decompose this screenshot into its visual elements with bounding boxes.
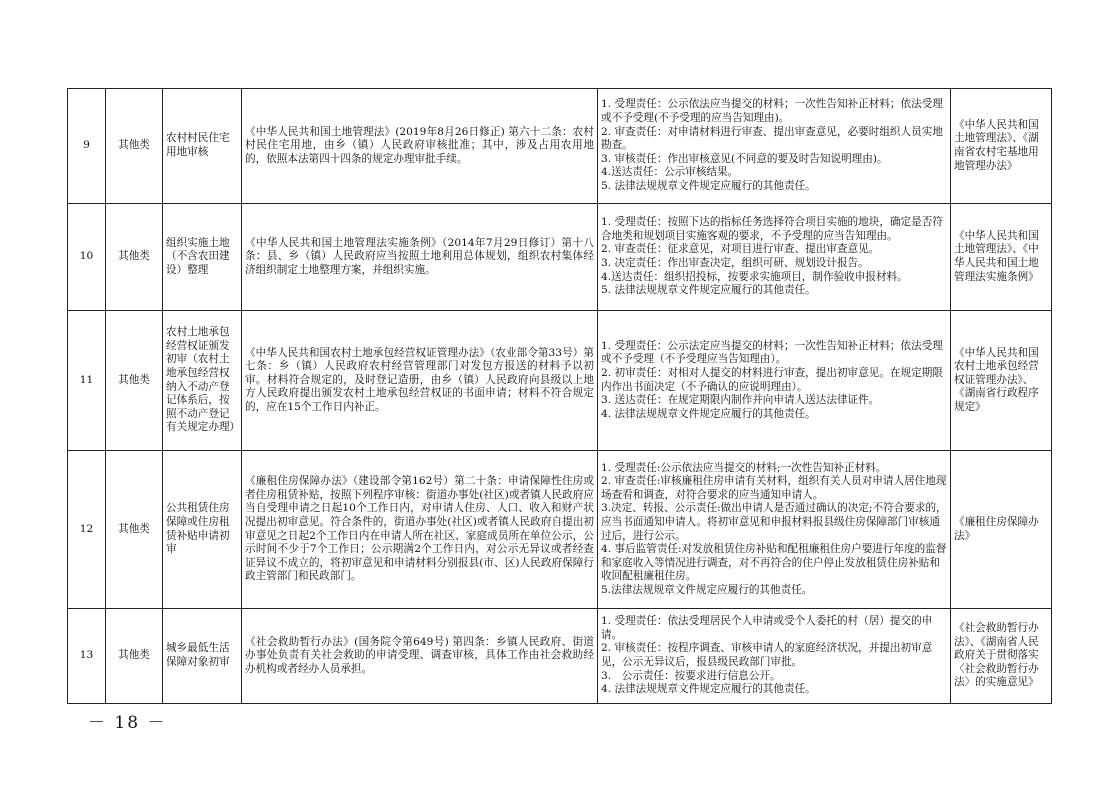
category-cell: 其他类 (106, 204, 163, 311)
duty-line: 5. 法律法规规章文件规定应履行的其他责任。 (601, 284, 816, 297)
legal-basis-cell: 《廉租住房保障办法》（建设部令第162号）第二十条：申请保障性住房或者住房租赁补贴，按照下列程序审核：街道办事处(社区)或者镇人民政府应当自受理申请之日起10个工作日内，对申请人住房、人口、收入和财产状况提出初审意见。符合条件的，街道办事处(社区)或者镇人民政府自提出初审意见之日起2个工作日内在申请人所在社区、家庭成员所在单位公示，公示时间不少于7个工作日；公示期满2个工作日内，对公示无异议或者经查证异议不成立的，将初审意见和申请材料分别报县(市、区)人民政府保障行政主管部门和民政部门。 (242, 451, 598, 609)
table-body (68, 89, 1052, 704)
duty-line: 4.送达责任：公示审核结果。 (601, 166, 739, 179)
duties-cell (598, 609, 951, 704)
category-cell: 其他类 (106, 311, 163, 451)
item-name-cell: 农村村民住宅用地审核 (163, 89, 242, 204)
duty-line: 4.送达责任：组织招投标，按要求实施项目，制作验收申报材料。 (601, 270, 908, 283)
duty-line: 3.决定、转报、公示责任:做出申请人是否通过确认的决定;不符合要求的，应当书面通知申请人。将初审意见和申报材料报县级住房保障部门审核通过后，进行公示。 (601, 502, 947, 542)
table-row (68, 609, 1052, 704)
references-cell: 《廉租住房保障办法》 (951, 451, 1052, 609)
legal-basis-cell: 《社会救助暂行办法》(国务院令第649号) 第四条：乡镇人民政府、街道办事处负责有关社会救助的申请受理、调查审核，具体工作由社会救助经办机构或者经办人员承担。 (242, 609, 598, 704)
legal-basis-cell: 《中华人民共和国土地管理法实施条例》（2014年7月29日修订）第十八条：县、乡（镇）人民政府应当按照土地利用总体规划，组织农村集体经济组织制定土地整理方案，并组织实施。 (242, 204, 598, 311)
duty-line: 3. 审核责任：作出审核意见(不同意的要及时告知说明理由)。 (601, 152, 888, 165)
table-row (68, 89, 1052, 204)
duty-line: 2. 初审责任：对相对人提交的材料进行审查，提出初审意见。在规定期限内作出书面决定（不予确认的应说明理由）。 (601, 366, 943, 393)
row-number-cell: 11 (68, 311, 106, 451)
item-name-cell: 组织实施土地（不含农田建设）整理 (163, 204, 242, 311)
references-cell: 《社会救助暂行办法》、《湖南省人民政府关于贯彻落实〈社会救助暂行办法〉的实施意见》 (951, 609, 1052, 704)
duty-line: 2. 审查责任:审核廉租住房申请有关材料，组织有关人员对申请人居住地现场查看和调查，对符合要求的应当通知申请人。 (601, 475, 947, 501)
duty-line: 3. 公示责任：按要求进行信息公开。 (601, 669, 781, 682)
category-cell: 其他类 (106, 451, 163, 609)
duty-line: 2. 审查责任：征求意见，对项目进行审查、提出审查意见。 (601, 243, 880, 256)
duty-line: 5. 法律法规规章文件规定应履行的其他责任。 (601, 179, 816, 192)
duty-line: 1. 受理责任：公示法定应当提交的材料；一次性告知补正材料；依法受理或不予受理（不予受理应当告知理由）。 (601, 339, 943, 366)
item-name-cell: 农村土地承包经营权证颁发初审（农村土地承包经营权纳入不动产登记体系后，按照不动产登记有关规定办理） (163, 311, 242, 451)
duty-line: 2. 审核责任：按程序调查、审核申请人的家庭经济状况，并提出初审意见，公示无异议后，报县级民政部门审批。 (601, 642, 933, 668)
duty-line: 1. 受理责任：依法受理居民个人申请或受个人委托的村（居）提交的申请。 (601, 615, 933, 641)
responsibility-table (67, 88, 1052, 704)
duty-line: 3. 决定责任：作出审查决定，组织可研、规划设计报告。 (601, 257, 869, 269)
duty-line: 1. 受理责任:公示依法应当提交的材料;一次性告知补正材料。 (601, 461, 887, 474)
duty-line: 1. 受理责任：公示依法应当提交的材料；一次性告知补正材料；依法受理或不予受理(不予受理的应当告知理由)。 (601, 98, 943, 125)
references-cell: 《中华人民共和国土地管理法》、《湖南省农村宅基地用地管理办法》 (951, 89, 1052, 204)
duties-cell (598, 204, 951, 311)
duty-line: 4. 事后监管责任:对发放租赁住房补贴和配租廉租住房户要进行年度的监督和家庭收入等情况进行调查，对不再符合的住户停止发放租赁住房补贴和收回配租廉租住房。 (601, 543, 947, 583)
table-row (68, 451, 1052, 609)
duty-line: 5.法律法规规章文件规定应履行的其他责任。 (601, 583, 813, 596)
table-row (68, 204, 1052, 311)
row-number-cell: 9 (68, 89, 106, 204)
duty-line: 4. 法律法规规章文件规定应履行的其他责任。 (601, 683, 816, 696)
item-name-cell: 公共租赁住房保障或住房租赁补贴申请初审 (163, 451, 242, 609)
row-number-cell: 10 (68, 204, 106, 311)
legal-basis-cell: 《中华人民共和国土地管理法》(2019年8月26日修正) 第六十二条：农村村民住宅用地，由乡（镇）人民政府审核批准；其中，涉及占用农用地的，依照本法第四十四条的规定办理审批手续。 (242, 89, 598, 204)
page-number: － 18 － (88, 713, 167, 733)
category-cell: 其他类 (106, 609, 163, 704)
duty-line: 4. 法律法规规章文件规定应履行的其他责任。 (601, 407, 816, 420)
legal-basis-cell: 《中华人民共和国农村土地承包经营权证管理办法》（农业部令第33号）第七条：乡（镇）人民政府农村经营管理部门对发包方报送的材料予以初审。材料符合规定的，及时登记造册，由乡（镇）人民政府向县级以上地方人民政府提出颁发农村土地承包经营权证的书面申请；材料不符合规定的，应在15个工作日内补正。 (242, 311, 598, 451)
duty-line: 1. 受理责任：按照下达的指标任务选择符合项目实施的地块，确定是否符合地类和规划项目实施客观的要求，不予受理的应当告知理由。 (601, 216, 943, 242)
duties-cell (598, 451, 951, 609)
item-name-cell: 城乡最低生活保障对象初审 (163, 609, 242, 704)
references-cell: 《中华人民共和国土地管理法》、《中华人民共和国土地管理法实施条例》 (951, 204, 1052, 311)
category-cell: 其他类 (106, 89, 163, 204)
duties-cell (598, 311, 951, 451)
references-cell: 《中华人民共和国农村土地承包经营权证管理办法》、《湖南省行政程序规定》 (951, 311, 1052, 451)
duty-line: 3. 送达责任：在规定期限内制作并向申请人送达法律证件。 (601, 394, 880, 407)
row-number-cell: 13 (68, 609, 106, 704)
duty-line: 2. 审查责任：对申请材料进行审查、提出审查意见，必要时组织人员实地勘查。 (601, 125, 943, 152)
row-number-cell: 12 (68, 451, 106, 609)
duties-cell (598, 89, 951, 204)
table-row (68, 311, 1052, 451)
